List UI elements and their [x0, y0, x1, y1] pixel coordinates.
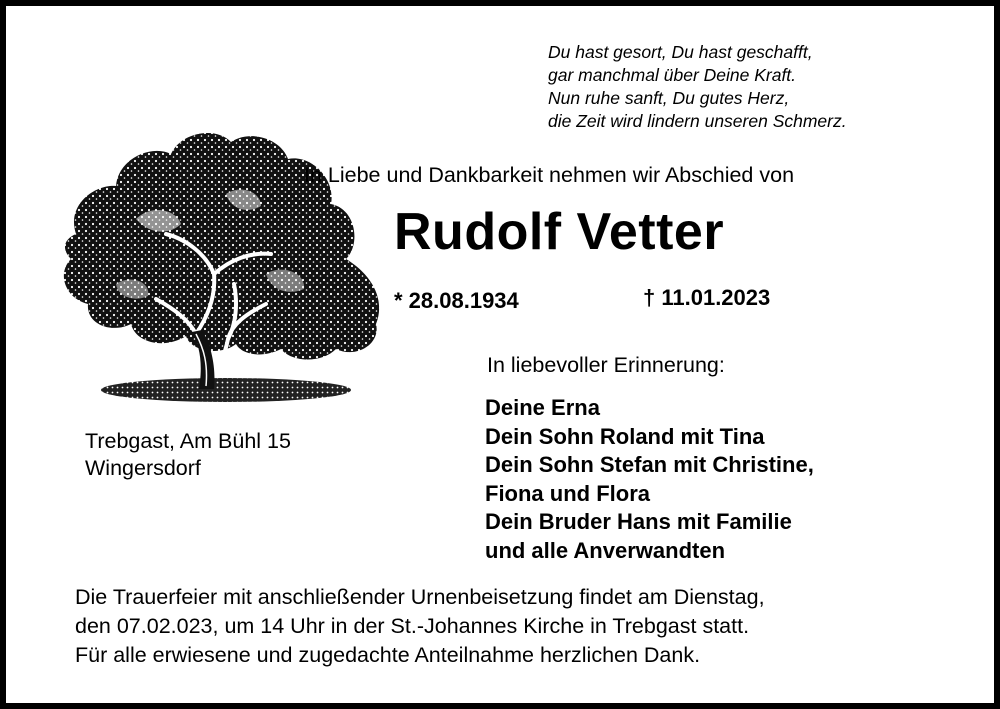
poem-line: Nun ruhe sanft, Du gutes Herz,: [548, 88, 790, 108]
mourner-line: und alle Anverwandten: [485, 537, 726, 563]
address-line: Wingersdorf: [85, 456, 201, 480]
mourner-line: Fiona und Flora: [485, 480, 650, 506]
poem-line: gar manchmal über Deine Kraft.: [548, 65, 797, 85]
memory-heading: In liebevoller Erinnerung:: [487, 353, 725, 377]
address-line: Trebgast, Am Bühl 15: [85, 429, 291, 453]
funeral-line: Für alle erwiesene und zugedachte Anteilnahme herzlichen Dank.: [75, 643, 701, 667]
funeral-line: Die Trauerfeier mit anschließender Urnenbeisetzung findet am Dienstag,: [75, 585, 765, 609]
funeral-notice: [75, 583, 765, 670]
mourners-list: [485, 394, 814, 565]
mourner-line: Dein Sohn Stefan mit Christine,: [485, 452, 814, 477]
deceased-name: Rudolf Vetter: [394, 203, 725, 261]
poem-line: Du hast gesort, Du hast geschafft,: [548, 42, 813, 62]
intro-text: In Liebe und Dankbarkeit nehmen wir Abschied von: [304, 163, 795, 187]
poem-line: die Zeit wird lindern unseren Schmerz.: [548, 111, 847, 131]
poem: [548, 41, 847, 133]
address: [85, 428, 291, 482]
birth-date: * 28.08.1934: [394, 288, 519, 313]
funeral-line: den 07.02.023, um 14 Uhr in der St.-Johannes Kirche in Trebgast statt.: [75, 614, 750, 638]
mourner-line: Deine Erna: [485, 395, 600, 420]
death-date: † 11.01.2023: [643, 285, 771, 310]
mourner-line: Dein Bruder Hans mit Familie: [485, 509, 792, 534]
mourner-line: Dein Sohn Roland mit Tina: [485, 423, 765, 449]
